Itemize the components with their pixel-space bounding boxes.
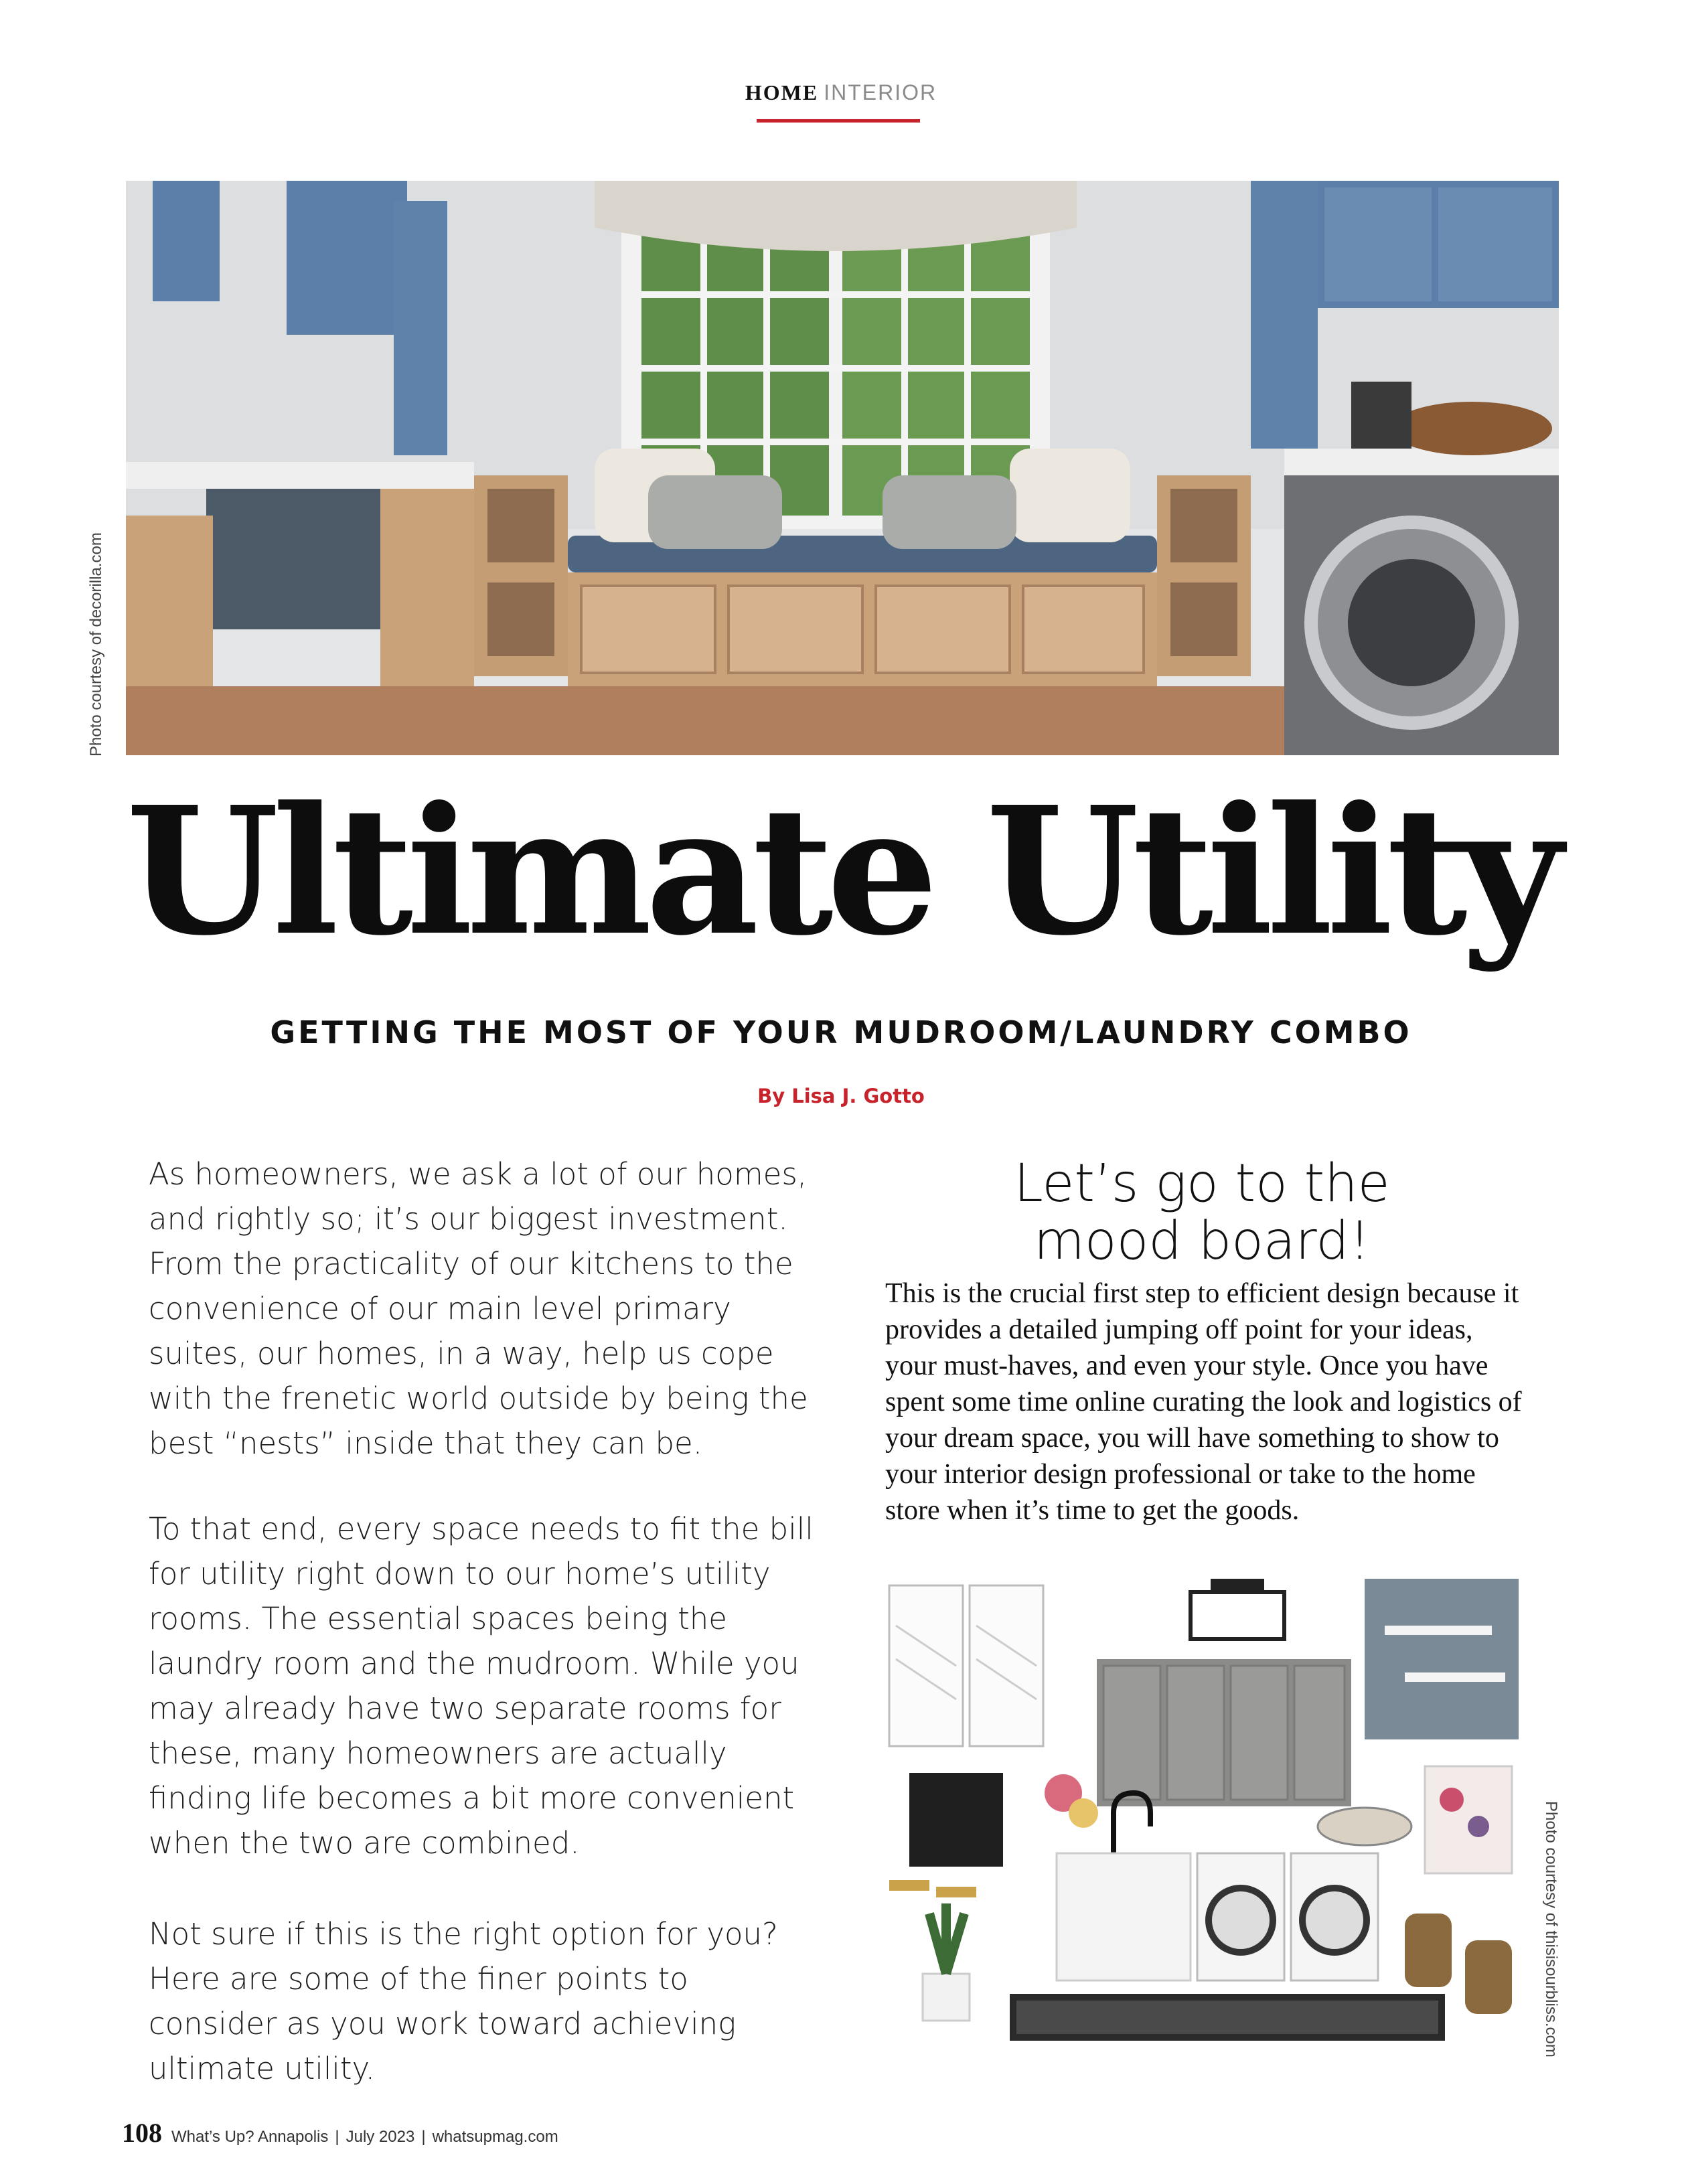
article-subtitle: GETTING THE MOST OF YOUR MUDROOM/LAUNDRY COMBO (270, 1014, 1412, 1050)
article-byline: By Lisa J. Gotto (757, 1085, 925, 1107)
section-header (0, 80, 1682, 105)
publication-name: What’s Up? Annapolis (171, 2128, 329, 2146)
sidebar-heading-line: mood board! (1033, 1211, 1371, 1271)
body-paragraph: As homeowners, we ask a lot of our homes, and rightly so; it’s our biggest investment. From the practicality of our kitchens to the convenience of our main level primary suites, our homes, in a way, help us cope with the frenetic world outside by being the best “nests” inside that they can be. (149, 1156, 808, 1461)
section-divider (757, 119, 920, 123)
mood-board-collage-icon (883, 1572, 1525, 2047)
section-label-primary: HOME (745, 80, 819, 104)
section-label-secondary: INTERIOR (824, 80, 937, 104)
footer-separator: | (421, 2128, 426, 2146)
issue-date: July 2023 (346, 2128, 415, 2146)
mood-board-image (883, 1572, 1525, 2047)
laundry-mudroom-photo-icon (126, 181, 1559, 755)
hero-photo (126, 181, 1559, 755)
website-link[interactable]: whatsupmag.com (432, 2128, 558, 2146)
hero-photo-credit: Photo courtesy of decorilla.com (87, 532, 105, 757)
body-paragraph: Not sure if this is the right option for you? Here are some of the finer points to consider as you work toward achieving ultimate utility. (149, 1916, 778, 2086)
page-footer (122, 2117, 558, 2149)
sidebar-heading (911, 1155, 1493, 1270)
footer-separator: | (335, 2128, 339, 2146)
page-number: 108 (122, 2118, 162, 2148)
sidebar-body: This is the crucial first step to efficient design because it provides a detailed jumping off point for your ideas, your must-haves, and even your style. Once you have spent some time online curating the look and logistics of your dream space, you will have something to show to your interior design professional or take to the home store when it’s time to get the goods. (885, 1278, 1522, 1526)
article-title: Ultimate Utility (126, 768, 1556, 974)
mood-board-credit: Photo courtesy of thisisourbliss.com (1542, 1801, 1560, 2057)
body-paragraph: To that end, every space needs to fit the bill for utility right down to our home’s utility rooms. The essential spaces being the laundry room and the mudroom. While you may already have two separate rooms for these, many homeowners are actually finding life becomes a bit more convenient when the two are combined. (149, 1511, 814, 1861)
sidebar-heading-line: Let’s go to the (1014, 1154, 1390, 1214)
